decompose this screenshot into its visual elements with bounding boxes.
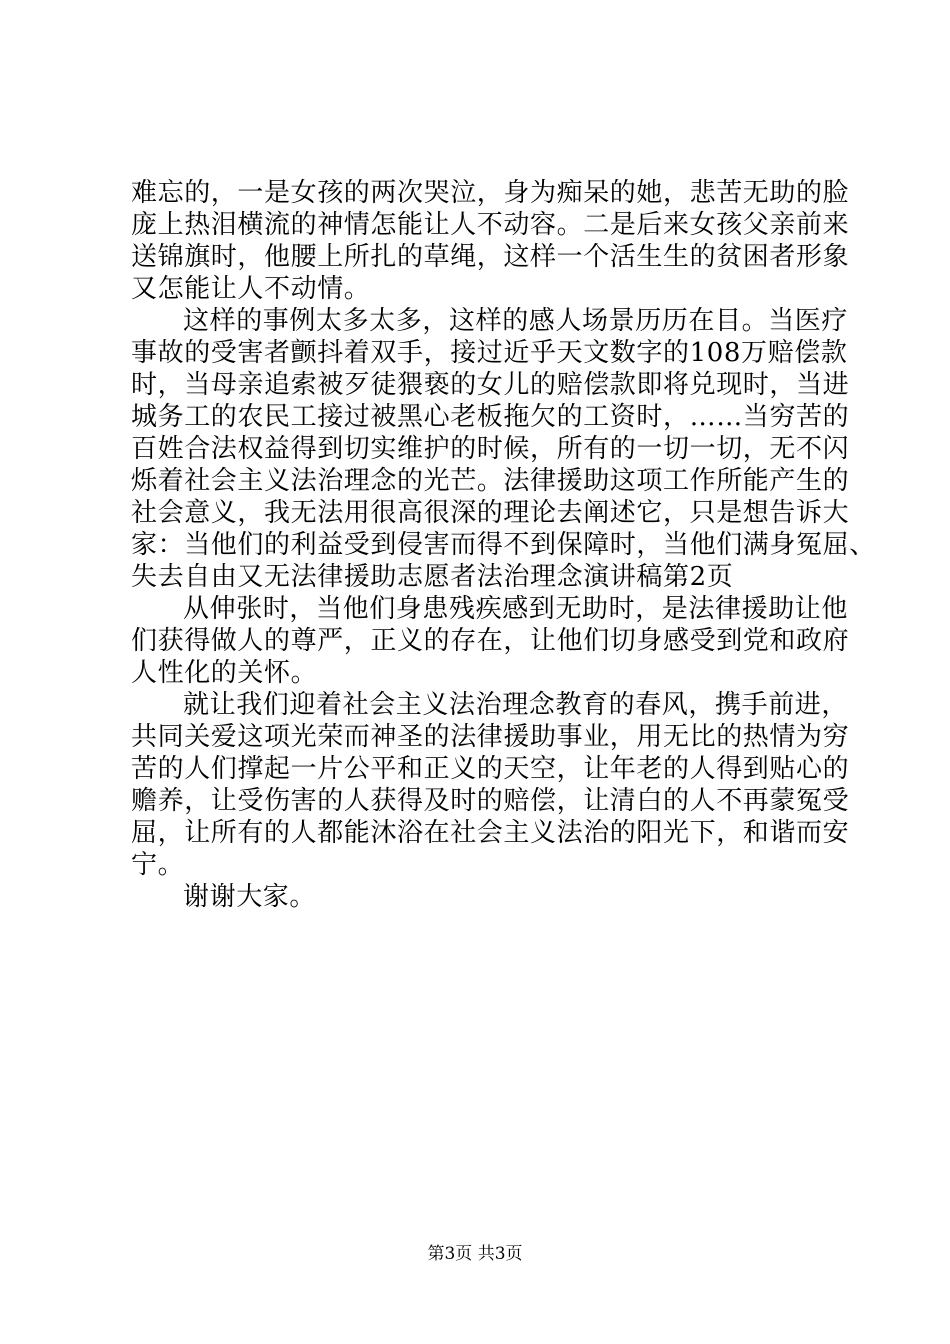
paragraph-line: 事故的受害者颤抖着双手，接过近乎天文数字的108万赔偿款 bbox=[131, 338, 848, 368]
paragraph-line: 又怎能让人不动情。 bbox=[131, 274, 371, 304]
paragraph-line: 苦的人们撑起一片公平和正义的天空，让年老的人得到贴心的 bbox=[131, 754, 850, 784]
paragraph-line: 谢谢大家。 bbox=[183, 882, 317, 912]
paragraph-line: 烁着社会主义法治理念的光芒。法律援助这项工作所能产生的 bbox=[131, 466, 850, 496]
paragraph-line: 这样的事例太多太多，这样的感人场景历历在目。当医疗 bbox=[183, 306, 849, 336]
paragraph-line: 送锦旗时，他腰上所扎的草绳，这样一个活生生的贫困者形象 bbox=[131, 242, 850, 272]
page-footer: 第3页 共3页 bbox=[427, 1244, 523, 1264]
paragraph-line: 人性化的关怀。 bbox=[131, 658, 318, 688]
paragraph-line: 百姓合法权益得到切实维护的时候，所有的一切一切，无不闪 bbox=[131, 434, 850, 464]
paragraph-line: 屈，让所有的人都能沐浴在社会主义法治的阳光下，和谐而安 bbox=[131, 818, 850, 848]
paragraph-line: 社会意义，我无法用很高很深的理论去阐述它，只是想告诉大 bbox=[131, 498, 850, 528]
paragraph-line: 宁。 bbox=[131, 850, 185, 880]
paragraph-line: 从伸张时，当他们身患残疾感到无助时，是法律援助让他 bbox=[183, 594, 849, 624]
paragraph-line: 失去自由又无法律援助志愿者法治理念演讲稿第2页 bbox=[131, 562, 734, 592]
document-body bbox=[131, 177, 876, 913]
paragraph-line: 就让我们迎着社会主义法治理念教育的春风，携手前进， bbox=[183, 690, 849, 720]
paragraph-line: 家：当他们的利益受到侵害而得不到保障时，当他们满身冤屈、 bbox=[131, 530, 876, 560]
paragraph-line: 时，当母亲追索被歹徒猥亵的女儿的赔偿款即将兑现时，当进 bbox=[131, 370, 850, 400]
paragraph-line: 城务工的农民工接过被黑心老板拖欠的工资时，……当穷苦的 bbox=[131, 402, 850, 432]
paragraph-line: 们获得做人的尊严，正义的存在，让他们切身感受到党和政府 bbox=[131, 626, 850, 656]
paragraph-line: 难忘的，一是女孩的两次哭泣，身为痴呆的她，悲苦无助的脸 bbox=[131, 178, 850, 208]
paragraph-line: 庞上热泪横流的神情怎能让人不动容。二是后来女孩父亲前来 bbox=[131, 210, 850, 240]
paragraph-line: 共同关爱这项光荣而神圣的法律援助事业，用无比的热情为穷 bbox=[131, 722, 850, 752]
paragraph-line: 赡养，让受伤害的人获得及时的赔偿，让清白的人不再蒙冤受 bbox=[131, 786, 850, 816]
